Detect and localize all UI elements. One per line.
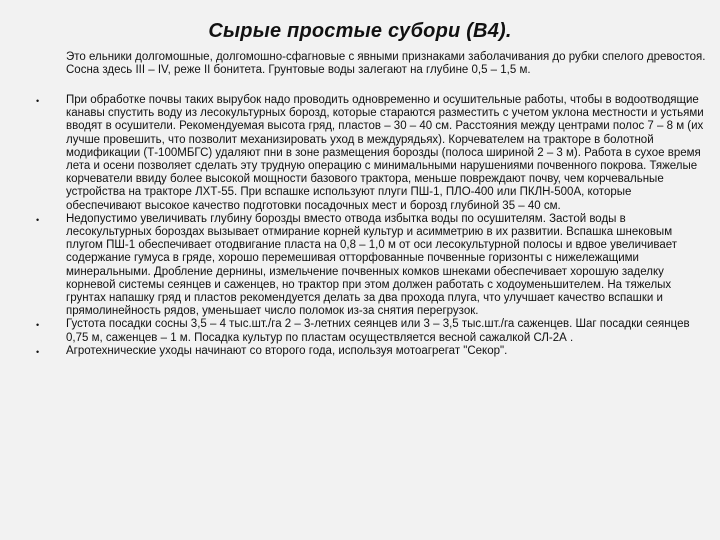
bullet-text: Агротехнические уходы начинают со второго года, используя мотоагрегат "Секор". xyxy=(66,344,508,357)
bullet-dot-icon: • xyxy=(36,320,40,331)
bullet-item xyxy=(30,345,710,358)
bullet-text: Густота посадки сосны 3,5 – 4 тыс.шт./га 2 – 3-летних сеянцев или 3 – 3,5 тыс.шт./га саженцев. Шаг посадки сеянцев 0,75 м, саженцев – 1 м. Посадка культур по пластам осуществляется весной сажалкой СЛ-2А . xyxy=(66,318,690,344)
bullet-text: При обработке почвы таких вырубок надо проводить одновременно и осушительные работы, чтобы в водоотводящие канавы спустить воду из лесокультурных борозд, которые стараются разместить с учетом уклона местности и устьями вводят в осушители. Рекомендуемая высота гряд, пластов – 30 – 40 см. Расстояния между центрами полос 7 – 8 м (их лучше провешить, что позволит механизировать уход в междурядьях). Корчевателем на тракторе в болотной модификации (Т-100МБГС) удаляют пни в зоне размещения борозды (полоса шириной 2 – 3 м). Работа в сухое время лета и осени позволяет сделать эту трудную операцию с минимальными нарушениями почвенного покрова. Тяжелые корчеватели ввиду более высокой мощности базового трактора, меньше повреждают почву, чем корчевальные устройства на тракторе ЛХТ-55. При вспашке используют плуги ПШ-1, ПЛО-400 или ПКЛН-500А, которые обеспечивают высокое качество подготовки посадочных мест и борозд глубиной 35 – 40 см. xyxy=(66,94,704,212)
bullet-item xyxy=(30,94,710,213)
bullet-item xyxy=(30,213,710,319)
bullet-item xyxy=(30,318,710,344)
bullet-list xyxy=(30,94,710,358)
bullet-dot-icon: • xyxy=(36,214,40,225)
bullet-dot-icon: • xyxy=(36,96,40,106)
bullet-dot-icon: • xyxy=(36,346,40,357)
intro-paragraph: Это ельники долгомошные, долгомошно-сфагновые с явными признаками заболачивания до рубки спелого древостоя. Сосна здесь III – IV, реже II бонитета. Грунтовые воды залегают на глубине 0,5 – 1,5 м. xyxy=(66,51,706,77)
bullet-text: Недопустимо увеличивать глубину борозды вместо отвода избытка воды по осушителям. Застой воды в лесокультурных бороздах вызывает отмирание корней культур и асимметрию в их развитии. Вспашка шнековым плугом ПШ-1 обеспечивает отодвигание пласта на 0,8 – 1,0 м от оси лесокультурной полосы и вдвое увеличивает содержание гумуса в гряде, хорошо перемешивая отторфованные почвенные горизонты с нижележащими минеральными. Дробление дернины, измельчение почвенных комков шнеками обеспечивает хорошую заделку корневой системы сеянцев и саженцев, но трактор при этом должен работать с ходоуменьшителем. На тяжелых грунтах напашку гряд и пластов рекомендуется делать за два прохода плуга, что улучшает качество вспашки и прямолинейность рядов, уменьшает число поломок из-за снятия перегрузок. xyxy=(66,212,678,318)
slide-title: Сырые простые субори (В4). xyxy=(208,20,512,42)
